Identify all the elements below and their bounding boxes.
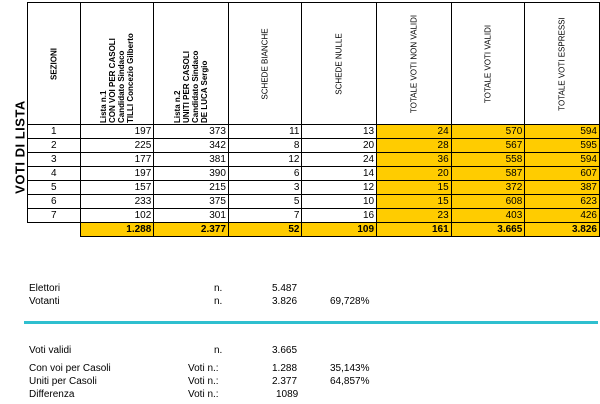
cell: 13 [302, 125, 377, 139]
cell: 24 [377, 125, 452, 139]
total-cell: 161 [377, 223, 452, 237]
cell: 102 [80, 209, 154, 223]
cell: 570 [451, 125, 525, 139]
cell: 20 [377, 167, 452, 181]
cell: 15 [377, 181, 452, 195]
uniti-pct: 64,857% [330, 376, 370, 387]
uniti-label: Uniti per Casoli [29, 376, 97, 387]
con-voi-value: 1.288 [272, 363, 298, 374]
differenza-value: 1089 [276, 389, 299, 400]
cell: 16 [302, 209, 377, 223]
con-voi-pct: 35,143% [330, 363, 370, 374]
header-row [28, 3, 600, 125]
elettori-unit: n. [214, 283, 223, 294]
cell: 403 [451, 209, 525, 223]
table-row [28, 181, 600, 195]
total-cell: 109 [302, 223, 377, 237]
table-row [28, 139, 600, 153]
cell: 11 [228, 125, 302, 139]
cell: 5 [28, 181, 81, 195]
cell: 23 [377, 209, 452, 223]
cell: 8 [228, 139, 302, 153]
cell: 608 [451, 195, 525, 209]
voti-validi-value: 3.665 [272, 345, 298, 356]
cell: 381 [154, 153, 229, 167]
table-row [28, 167, 600, 181]
cell: 342 [154, 139, 229, 153]
cell: 623 [525, 195, 600, 209]
total-cell: 3.826 [525, 223, 600, 237]
cell: 4 [28, 167, 81, 181]
header-schede-nulle: SCHEDE NULLE [302, 3, 377, 125]
header-voti-validi: TOTALE VOTI VALIDI [451, 3, 525, 125]
header-non-validi: TOTALE VOTI NON VALIDI [377, 3, 452, 125]
cell: 594 [525, 153, 600, 167]
total-cell: 52 [228, 223, 302, 237]
table-row [28, 195, 600, 209]
cell: 587 [451, 167, 525, 181]
cell: 225 [80, 139, 154, 153]
cell: 24 [302, 153, 377, 167]
header-lista-1: Lista n.1 CON VOI PER CASOLI Candidato Sindaco TILLI Concezio Gilberto [80, 3, 154, 125]
cell: 6 [28, 195, 81, 209]
cell: 5 [228, 195, 302, 209]
cell: 558 [451, 153, 525, 167]
cell: 2 [28, 139, 81, 153]
elettori-label: Elettori [29, 283, 61, 294]
cell: 36 [377, 153, 452, 167]
elettori-value: 5.487 [272, 283, 298, 294]
votanti-pct: 69,728% [330, 296, 370, 307]
cell: 373 [154, 125, 229, 139]
table-row [28, 125, 600, 139]
total-cell: 2.377 [154, 223, 229, 237]
header-lista-2: Lista n.2 UNITI PER CASOLI Candidato Sindaco DE LUCA Sergio [154, 3, 229, 125]
cell: 567 [451, 139, 525, 153]
cell: 595 [525, 139, 600, 153]
cell: 12 [302, 181, 377, 195]
cell: 197 [80, 167, 154, 181]
cell: 197 [80, 125, 154, 139]
divider-rule [24, 321, 598, 324]
cell: 426 [525, 209, 600, 223]
votes-table [27, 2, 600, 237]
cell: 594 [525, 125, 600, 139]
cell: 15 [377, 195, 452, 209]
totals-spacer [28, 223, 81, 237]
votanti-label: Votanti [29, 296, 60, 307]
votanti-unit: n. [214, 296, 223, 307]
con-voi-label: Con voi per Casoli [29, 363, 111, 374]
cell: 12 [228, 153, 302, 167]
cell: 233 [80, 195, 154, 209]
cell: 607 [525, 167, 600, 181]
totals-row [28, 223, 600, 237]
cell: 215 [154, 181, 229, 195]
cell: 10 [302, 195, 377, 209]
table-row [28, 153, 600, 167]
cell: 375 [154, 195, 229, 209]
differenza-unit: Voti n.: [188, 389, 219, 400]
cell: 7 [28, 209, 81, 223]
uniti-value: 2.377 [272, 376, 298, 387]
differenza-label: Differenza [29, 389, 75, 400]
uniti-unit: Voti n.: [188, 376, 219, 387]
con-voi-unit: Voti n.: [188, 363, 219, 374]
cell: 7 [228, 209, 302, 223]
cell: 390 [154, 167, 229, 181]
cell: 6 [228, 167, 302, 181]
cell: 1 [28, 125, 81, 139]
cell: 28 [377, 139, 452, 153]
cell: 20 [302, 139, 377, 153]
side-title-text: VOTI DI LISTA [12, 100, 28, 194]
cell: 387 [525, 181, 600, 195]
header-voti-espressi: TOTALE VOTI ESPRESSI [525, 3, 600, 125]
cell: 177 [80, 153, 154, 167]
table-row [28, 209, 600, 223]
voti-validi-label: Voti validi [29, 345, 72, 356]
cell: 157 [80, 181, 154, 195]
cell: 301 [154, 209, 229, 223]
voti-validi-unit: n. [214, 345, 223, 356]
cell: 372 [451, 181, 525, 195]
total-cell: 3.665 [451, 223, 525, 237]
cell: 14 [302, 167, 377, 181]
votanti-value: 3.826 [272, 296, 298, 307]
cell: 3 [28, 153, 81, 167]
header-schede-bianche: SCHEDE BIANCHE [228, 3, 302, 125]
total-cell: 1.288 [80, 223, 154, 237]
header-sezioni: SEZIONI [28, 3, 81, 125]
cell: 3 [228, 181, 302, 195]
